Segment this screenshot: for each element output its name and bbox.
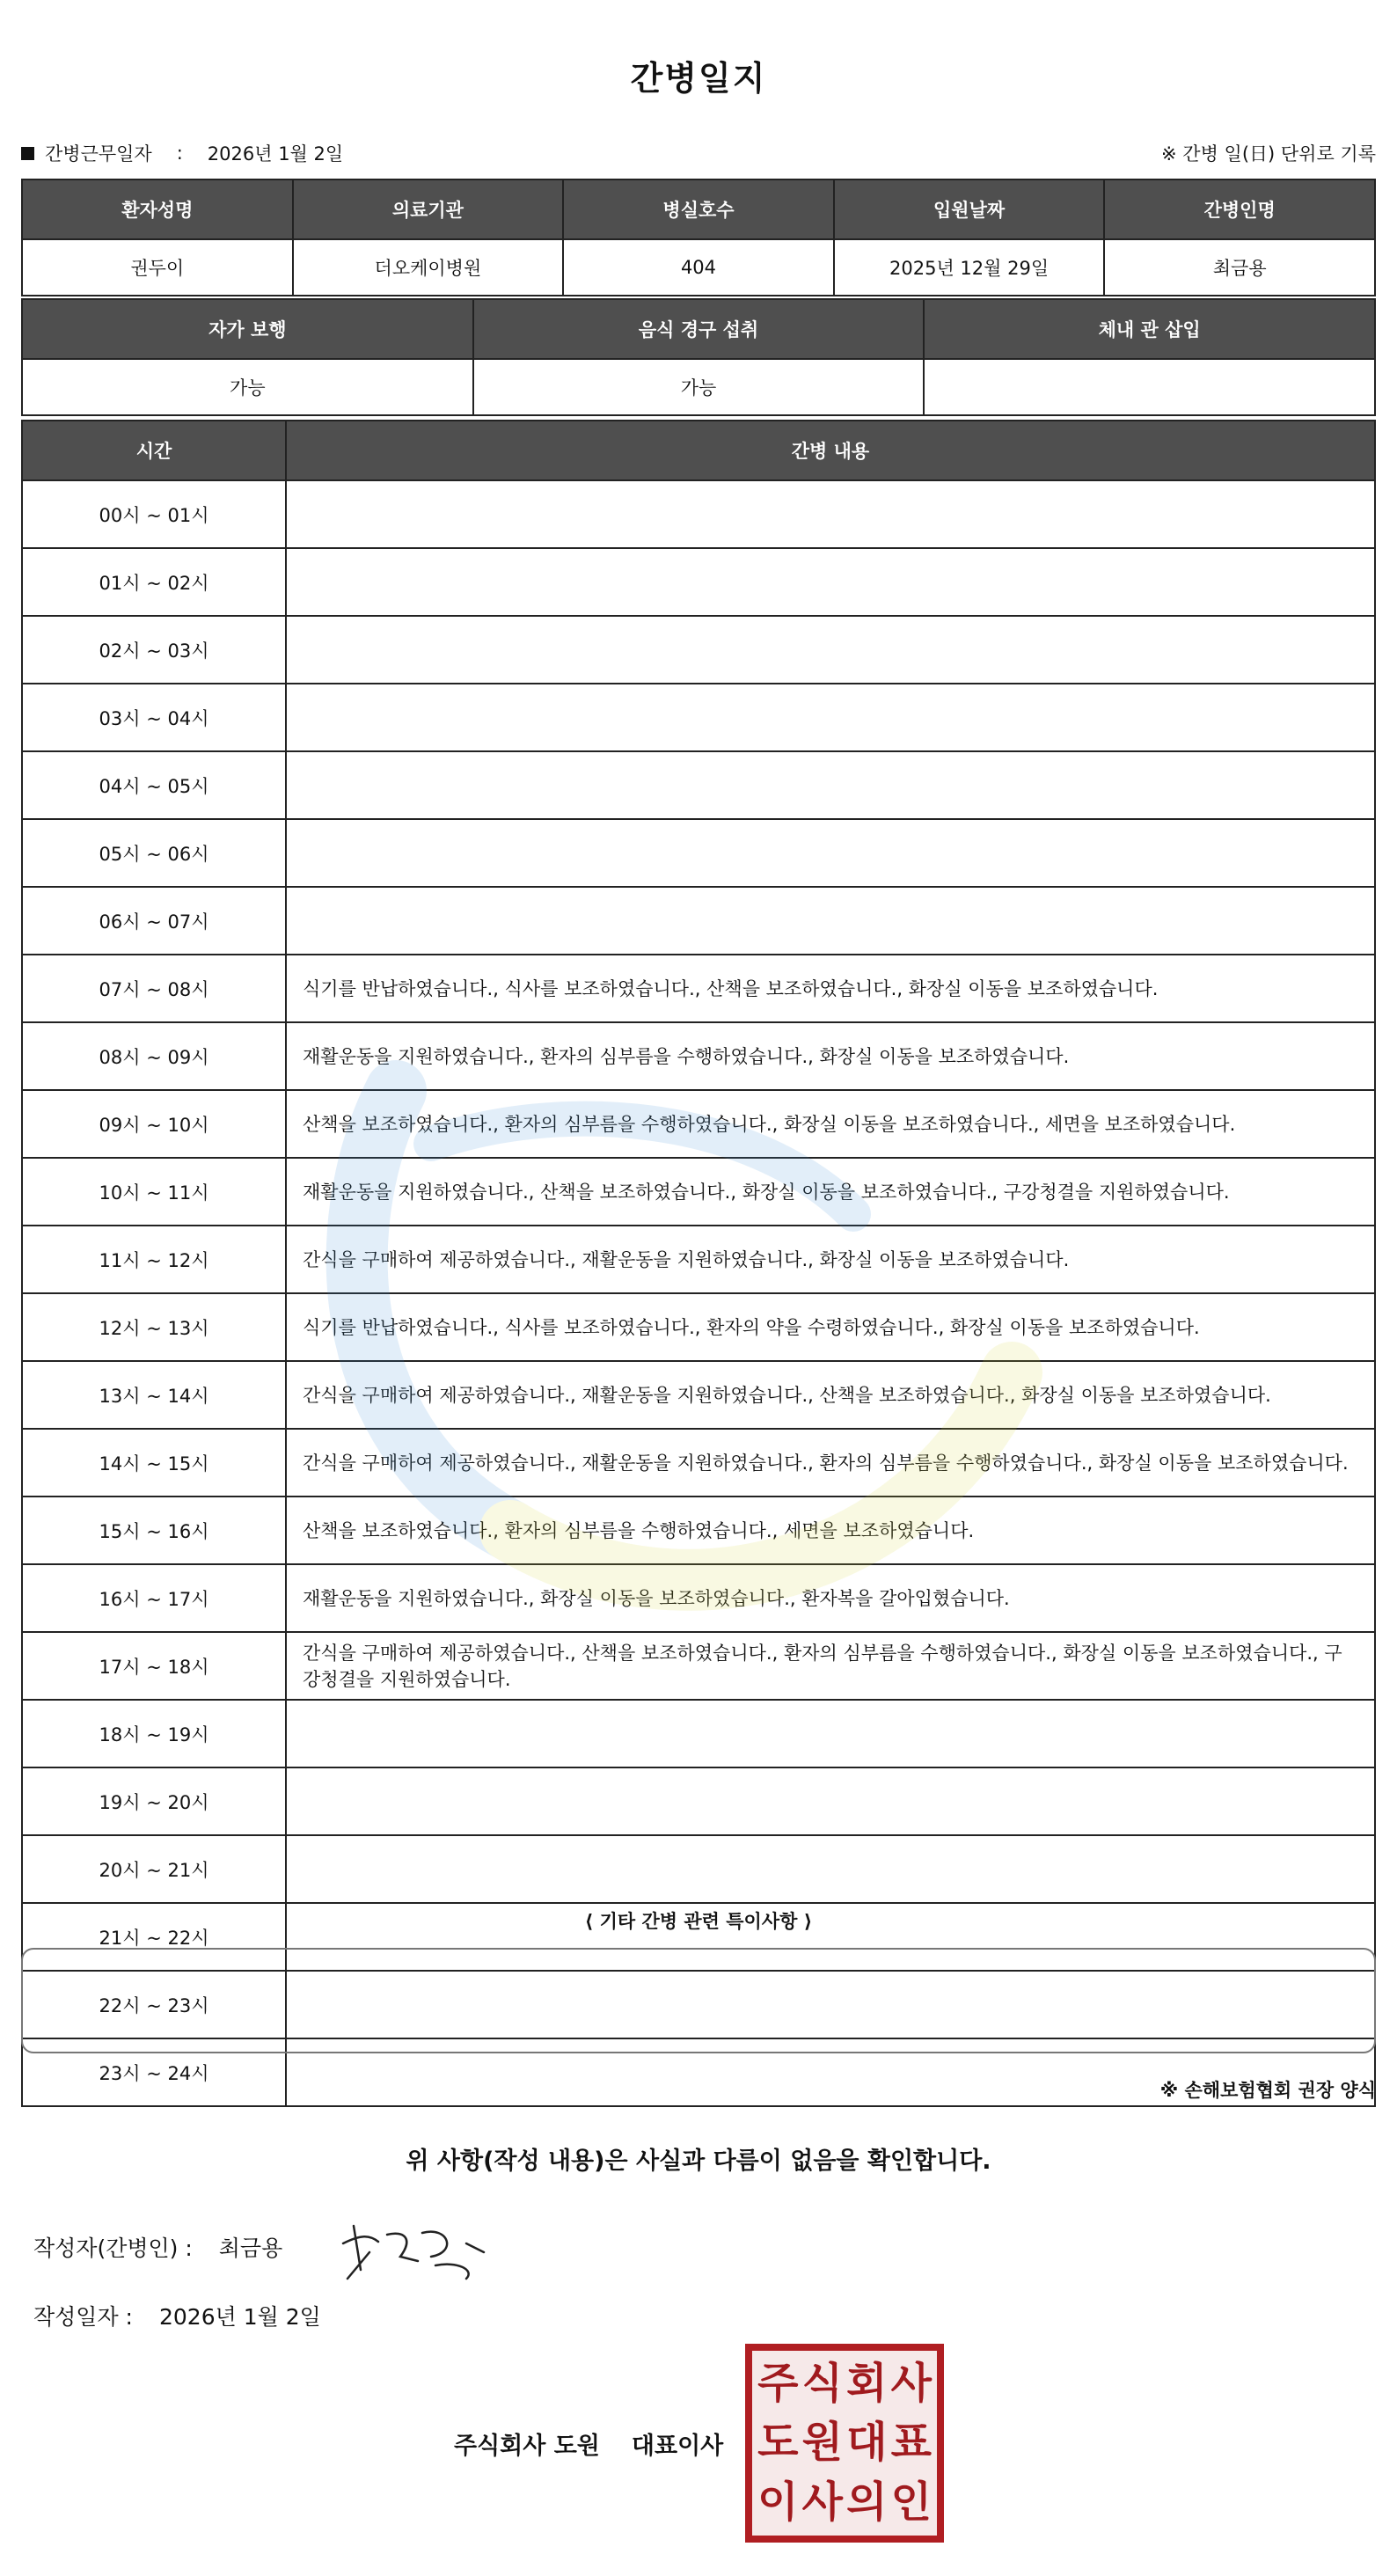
seal-character: 이	[757, 2477, 799, 2527]
log-content-cell	[286, 1767, 1375, 1835]
care-log-row	[22, 1497, 1375, 1564]
header-care-content: 간병 내용	[286, 421, 1375, 480]
log-time-cell: 08시 ~ 09시	[22, 1022, 286, 1090]
seal-character: 사	[801, 2477, 843, 2527]
header-admission-date: 입원날짜	[834, 179, 1105, 239]
log-time-cell: 05시 ~ 06시	[22, 819, 286, 887]
log-time-cell: 02시 ~ 03시	[22, 616, 286, 684]
header-patient-name: 환자성명	[22, 179, 293, 239]
writer-label: 작성자(간병인) :	[33, 2236, 193, 2261]
care-log-row	[22, 1767, 1375, 1835]
patient-info-value-row	[22, 239, 1375, 296]
patient-info-header-row	[22, 179, 1375, 239]
log-content-cell	[286, 684, 1375, 751]
tube-insertion-value	[924, 359, 1375, 415]
special-notes-title: ⟨ 기타 간병 관련 특이사항 ⟩	[584, 1911, 813, 1932]
write-date-label: 작성일자 :	[33, 2304, 133, 2330]
write-date-line	[33, 2300, 321, 2331]
admission-date: 2025년 12월 29일	[834, 239, 1105, 296]
log-time-cell: 10시 ~ 11시	[22, 1158, 286, 1226]
care-log-row	[22, 819, 1375, 887]
log-time-cell: 09시 ~ 10시	[22, 1090, 286, 1158]
care-log-row	[22, 1090, 1375, 1158]
log-content-cell: 재활운동을 지원하였습니다., 산책을 보조하였습니다., 화장실 이동을 보조하였습니다., 구강청결을 지원하였습니다.	[286, 1158, 1375, 1226]
log-time-cell: 03시 ~ 04시	[22, 684, 286, 751]
writer-name: 최금용	[218, 2236, 283, 2261]
log-content-cell: 산책을 보조하였습니다., 환자의 심부름을 수행하였습니다., 세면을 보조하였습니다.	[286, 1497, 1375, 1564]
seal-character: 의	[846, 2477, 888, 2527]
log-time-cell: 00시 ~ 01시	[22, 480, 286, 548]
caregiver-name: 최금용	[1104, 239, 1375, 296]
care-log-body	[22, 480, 1375, 2106]
header-oral-intake: 음식 경구 섭취	[473, 299, 925, 359]
writer-line	[33, 2231, 282, 2263]
log-time-cell: 06시 ~ 07시	[22, 887, 286, 955]
recommended-form-note: ※ 손해보험협회 권장 양식	[1159, 2080, 1376, 2101]
log-time-cell: 22시 ~ 23시	[22, 1971, 286, 2038]
work-date-value: 2026년 1월 2일	[207, 143, 344, 165]
write-date-value: 2026년 1월 2일	[158, 2304, 321, 2330]
seal-character: 주	[757, 2359, 799, 2408]
log-content-cell	[286, 1835, 1375, 1903]
seal-character: 표	[890, 2418, 932, 2468]
square-bullet-icon	[21, 147, 34, 160]
header-room-number: 병실호수	[563, 179, 834, 239]
care-log-row	[22, 1835, 1375, 1903]
company-seal-stamp	[745, 2344, 944, 2543]
work-date-colon: :	[176, 143, 183, 164]
log-content-cell: 간식을 구매하여 제공하였습니다., 재활운동을 지원하였습니다., 환자의 심부름을 수행하였습니다., 화장실 이동을 보조하였습니다.	[286, 1429, 1375, 1497]
seal-character: 식	[801, 2359, 843, 2408]
log-content-cell	[286, 480, 1375, 548]
seal-character: 대	[846, 2418, 888, 2468]
care-log-row	[22, 751, 1375, 819]
log-time-cell: 07시 ~ 08시	[22, 955, 286, 1022]
log-time-cell: 23시 ~ 24시	[22, 2038, 286, 2106]
room-number: 404	[563, 239, 834, 296]
care-log-row	[22, 548, 1375, 616]
seal-character: 원	[801, 2418, 843, 2468]
confirmation-statement: 위 사항(작성 내용)은 사실과 다름이 없음을 확인합니다.	[406, 2148, 991, 2175]
header-self-walking: 자가 보행	[22, 299, 473, 359]
log-time-cell: 01시 ~ 02시	[22, 548, 286, 616]
log-time-cell: 12시 ~ 13시	[22, 1293, 286, 1361]
care-log-row	[22, 1226, 1375, 1293]
log-content-cell: 식기를 반납하였습니다., 식사를 보조하였습니다., 환자의 약을 수령하였습니다., 화장실 이동을 보조하였습니다.	[286, 1293, 1375, 1361]
log-content-cell	[286, 548, 1375, 616]
log-content-cell	[286, 819, 1375, 887]
log-content-cell: 간식을 구매하여 제공하였습니다., 산책을 보조하였습니다., 환자의 심부름을 수행하였습니다., 화장실 이동을 보조하였습니다., 구강청결을 지원하였습니다.	[286, 1632, 1375, 1700]
work-date	[21, 140, 343, 166]
care-log-row	[22, 955, 1375, 1022]
log-content-cell: 간식을 구매하여 제공하였습니다., 재활운동을 지원하였습니다., 화장실 이동을 보조하였습니다.	[286, 1226, 1375, 1293]
daily-record-note: ※ 간병 일(日) 단위로 기록	[1161, 143, 1376, 165]
log-time-cell: 15시 ~ 16시	[22, 1497, 286, 1564]
care-log-row	[22, 887, 1375, 955]
care-log-row	[22, 480, 1375, 548]
patient-status-value-row	[22, 359, 1375, 415]
handwritten-signature	[334, 2217, 493, 2287]
log-content-cell: 재활운동을 지원하였습니다., 환자의 심부름을 수행하였습니다., 화장실 이동을 보조하였습니다.	[286, 1022, 1375, 1090]
log-content-cell: 식기를 반납하였습니다., 식사를 보조하였습니다., 산책을 보조하였습니다., 화장실 이동을 보조하였습니다.	[286, 955, 1375, 1022]
log-time-cell: 18시 ~ 19시	[22, 1700, 286, 1767]
company-line	[454, 2426, 723, 2461]
care-log-row	[22, 1293, 1375, 1361]
log-content-cell	[286, 1700, 1375, 1767]
log-content-cell	[286, 887, 1375, 955]
hospital-name: 더오케이병원	[293, 239, 564, 296]
seal-character: 사	[890, 2359, 932, 2408]
care-log-row	[22, 1700, 1375, 1767]
company-representative-title: 대표이사	[631, 2433, 724, 2460]
log-content-cell: 산책을 보조하였습니다., 환자의 심부름을 수행하였습니다., 화장실 이동을 보조하였습니다., 세면을 보조하였습니다.	[286, 1090, 1375, 1158]
log-content-cell: 재활운동을 지원하였습니다., 화장실 이동을 보조하였습니다., 환자복을 갈아입혔습니다.	[286, 1564, 1375, 1632]
care-log-table	[21, 420, 1376, 2107]
log-time-cell: 20시 ~ 21시	[22, 1835, 286, 1903]
log-time-cell: 04시 ~ 05시	[22, 751, 286, 819]
log-time-cell: 19시 ~ 20시	[22, 1767, 286, 1835]
header-time: 시간	[22, 421, 286, 480]
patient-status-header-row	[22, 299, 1375, 359]
log-time-cell: 21시 ~ 22시	[22, 1903, 286, 1971]
work-date-label: 간병근무일자	[45, 143, 152, 165]
oral-intake-value: 가능	[473, 359, 925, 415]
log-time-cell: 13시 ~ 14시	[22, 1361, 286, 1429]
meta-row	[21, 135, 1376, 171]
log-time-cell: 11시 ~ 12시	[22, 1226, 286, 1293]
log-content-cell	[286, 616, 1375, 684]
seal-character: 회	[846, 2359, 888, 2408]
care-log-row	[22, 684, 1375, 751]
header-caregiver-name: 간병인명	[1104, 179, 1375, 239]
care-log-row	[22, 1158, 1375, 1226]
self-walking-value: 가능	[22, 359, 473, 415]
company-name: 주식회사 도원	[454, 2433, 600, 2460]
header-tube-insertion: 체내 관 삽입	[924, 299, 1375, 359]
care-log-header-row	[22, 421, 1375, 480]
care-log-row	[22, 1022, 1375, 1090]
log-time-cell: 14시 ~ 15시	[22, 1429, 286, 1497]
log-content-cell: 간식을 구매하여 제공하였습니다., 재활운동을 지원하였습니다., 산책을 보조하였습니다., 화장실 이동을 보조하였습니다.	[286, 1361, 1375, 1429]
special-notes-box	[21, 1948, 1376, 2053]
seal-character: 인	[890, 2477, 932, 2527]
seal-character: 도	[757, 2418, 799, 2468]
patient-info-table	[21, 179, 1376, 296]
care-log-row	[22, 1361, 1375, 1429]
care-log-row	[22, 616, 1375, 684]
log-time-cell: 16시 ~ 17시	[22, 1564, 286, 1632]
document-title: 간병일지	[630, 59, 767, 98]
care-log-row	[22, 1429, 1375, 1497]
care-log-row	[22, 1632, 1375, 1700]
header-hospital: 의료기관	[293, 179, 564, 239]
care-log-row	[22, 1564, 1375, 1632]
log-content-cell	[286, 751, 1375, 819]
log-time-cell: 17시 ~ 18시	[22, 1632, 286, 1700]
patient-status-table	[21, 298, 1376, 416]
patient-name: 권두이	[22, 239, 293, 296]
